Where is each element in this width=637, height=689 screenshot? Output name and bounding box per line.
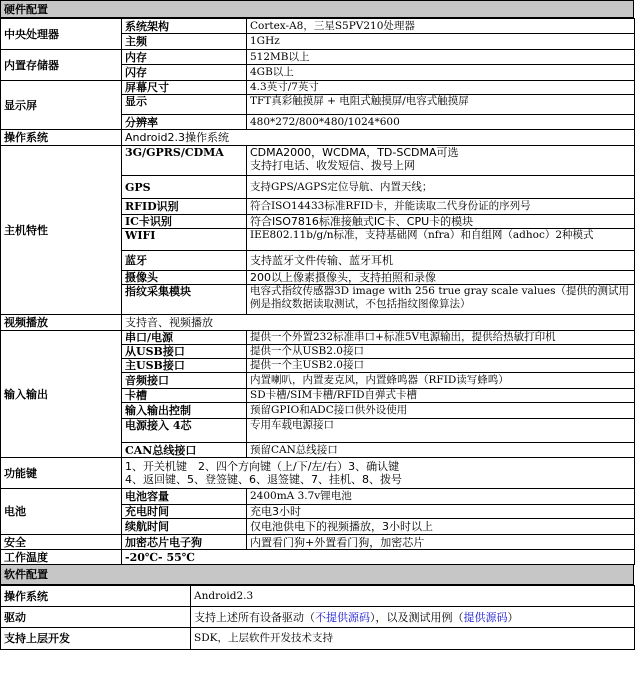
features-label: 主机特性 (1, 146, 122, 315)
display-type-label: 显示 (122, 95, 247, 115)
software-section-header: 软件配置 (0, 565, 634, 585)
charge-time-label: 充电时间 (122, 505, 247, 519)
bluetooth-value: 支持蓝牙文件传输、蓝牙耳机 (247, 251, 635, 271)
fingerprint-label: 指纹采集模块 (122, 285, 247, 315)
camera-value: 200以上像素摄像头，支持拍照和录像 (247, 271, 635, 285)
software-os-label: 操作系统 (1, 586, 191, 607)
temperature-row (1, 550, 635, 565)
source-provided-note: 提供源码 (463, 610, 508, 624)
card-slot-value: SD卡槽/SIM卡槽/RFID自弹式卡槽 (247, 389, 635, 403)
usb-host-label: 主USB接口 (122, 359, 247, 373)
ic-label: IC卡识别 (122, 215, 247, 229)
wifi-label: WIFI (122, 229, 247, 251)
fingerprint-value: 电容式指纹传感器3D image with 256 true gray scale values（提供的测试用例是指纹数据读取测试，不包括指纹图像算法） (247, 285, 635, 315)
bluetooth-label: 蓝牙 (122, 251, 247, 271)
mobile-value-line1: CDMA2000，WCDMA，TD-SCDMA可选 (250, 146, 459, 159)
upper-dev-row (1, 628, 635, 650)
gps-value: 支持GPS/AGPS定位导航、内置天线； (247, 176, 635, 199)
upper-dev-value: SDK，上层软件开发技术支持 (191, 628, 635, 650)
gpio-label: 输入输出控制 (122, 403, 247, 419)
software-table (0, 585, 635, 650)
endurance-value: 仅电池供电下的视频播放，3小时以上 (247, 519, 635, 535)
display-label: 显示屏 (1, 81, 122, 130)
software-os-value: Android2.3 (191, 586, 635, 607)
arch-value: Cortex-A8，三星S5PV210处理器 (247, 19, 635, 34)
hardware-table (0, 18, 635, 565)
driver-value (191, 607, 635, 628)
upper-dev-label: 支持上层开发 (1, 628, 191, 650)
driver-text-1: 支持上述所有设备驱动（ (194, 610, 315, 624)
flash-label: 闪存 (122, 65, 247, 81)
software-os-row (1, 586, 635, 607)
usb-slave-value: 提供一个从USB2.0接口 (247, 345, 635, 359)
function-keys-line1: 1、开关机键 2、四个方向键（上/下/左/右）3、确认键 (125, 460, 400, 473)
driver-text-2: ），以及测试用例（ (370, 610, 464, 624)
cpu-label: 中央处理器 (1, 19, 122, 50)
usb-slave-label: 从USB接口 (122, 345, 247, 359)
power-input-value: 专用车载电源接口 (247, 419, 635, 443)
resolution-label: 分辨率 (122, 115, 247, 130)
card-slot-label: 卡槽 (122, 389, 247, 403)
security-value: 内置看门狗+外置看门狗，加密芯片 (247, 535, 635, 550)
driver-text-3: ） (507, 610, 519, 624)
driver-label: 驱动 (1, 607, 191, 628)
charge-time-value: 充电3小时 (247, 505, 635, 519)
function-keys-row (1, 458, 635, 489)
serial-row (1, 331, 635, 345)
rfid-value: 符合ISO14433标准RFID卡，并能读取二代身份证的序列号 (247, 199, 635, 215)
os-label: 操作系统 (1, 130, 122, 146)
io-label: 输入输出 (1, 331, 122, 458)
security-sub-label: 加密芯片电子狗 (122, 535, 247, 550)
temperature-label: 工作温度 (1, 550, 122, 565)
temperature-value: -20℃- 55℃ (122, 550, 635, 565)
endurance-label: 续航时间 (122, 519, 247, 535)
ram-label: 内存 (122, 50, 247, 65)
battery-capacity-value: 2400mA 3.7v锂电池 (247, 489, 635, 505)
ram-value: 512MB以上 (247, 50, 635, 65)
security-label: 安全 (1, 535, 122, 550)
driver-row (1, 607, 635, 628)
mobile-row (1, 146, 635, 176)
camera-label: 摄像头 (122, 271, 247, 285)
mobile-value (247, 146, 635, 176)
memory-label: 内置存储器 (1, 50, 122, 81)
audio-value: 内置喇叭，内置麦克风，内置蜂鸣器（RFID读写蜂鸣） (247, 373, 635, 389)
os-row (1, 130, 635, 146)
security-row (1, 535, 635, 550)
power-input-label: 电源接入 4芯 (122, 419, 247, 443)
arch-label: 系统架构 (122, 19, 247, 34)
function-keys-value (122, 458, 635, 489)
usb-host-value: 提供一个主USB2.0接口 (247, 359, 635, 373)
battery-label: 电池 (1, 489, 122, 535)
wifi-value: IEE802.11b/g/n标准，支持基础网（nfra）和自组网（adhoc）2种模式 (247, 229, 635, 251)
video-row (1, 315, 635, 331)
freq-value: 1GHz (247, 34, 635, 50)
flash-value: 4GB以上 (247, 65, 635, 81)
no-source-note: 不提供源码 (315, 610, 370, 624)
ram-row (1, 50, 635, 65)
video-value: 支持音、视频播放 (122, 315, 635, 331)
gpio-value: 预留GPIO和ADC接口供外设使用 (247, 403, 635, 419)
cpu-arch-row (1, 19, 635, 34)
mobile-label: 3G/GPRS/CDMA (122, 146, 247, 176)
screen-size-label: 屏幕尺寸 (122, 81, 247, 95)
battery-capacity-label: 电池容量 (122, 489, 247, 505)
function-keys-line2: 4、返回键、5、登签键、6、退签键、7、挂机、8、拨号 (125, 473, 402, 486)
screen-size-value: 4.3英寸/7英寸 (247, 81, 635, 95)
display-type-value: TFT真彩触摸屏 + 电阻式触摸屏/电容式触摸屏 (247, 95, 635, 115)
audio-label: 音频接口 (122, 373, 247, 389)
screen-size-row (1, 81, 635, 95)
freq-label: 主频 (122, 34, 247, 50)
video-label: 视频播放 (1, 315, 122, 331)
function-keys-label: 功能键 (1, 458, 122, 489)
rfid-label: RFID识别 (122, 199, 247, 215)
serial-label: 串口/电源 (122, 331, 247, 345)
resolution-value: 480*272/800*480/1024*600 (247, 115, 635, 130)
can-bus-label: CAN总线接口 (122, 443, 247, 458)
os-value: Android2.3操作系统 (122, 130, 635, 146)
battery-capacity-row (1, 489, 635, 505)
gps-label: GPS (122, 176, 247, 199)
can-bus-value: 预留CAN总线接口 (247, 443, 635, 458)
hardware-section-header: 硬件配置 (0, 0, 634, 18)
serial-value: 提供一个外置232标准串口+标准5V电源输出，提供给热敏打印机 (247, 331, 635, 345)
ic-value: 符合ISO7816标准接触式IC卡、CPU卡的模块 (247, 215, 635, 229)
mobile-value-line2: 支持打电话、收发短信、拨号上网 (250, 159, 415, 172)
